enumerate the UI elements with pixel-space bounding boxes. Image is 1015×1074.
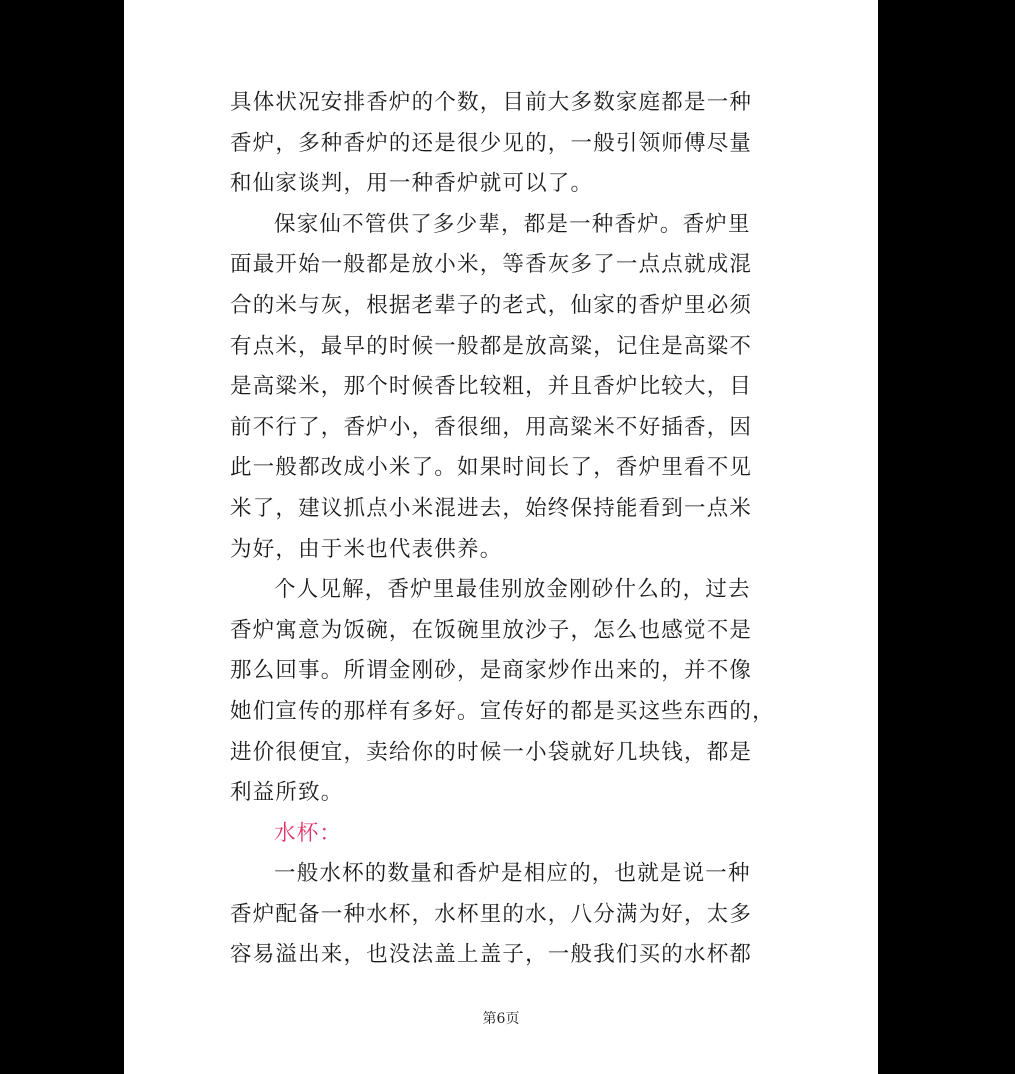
text-line: 她们宣传的那样有多好。宣传好的都是买这些东西的， bbox=[230, 698, 775, 724]
text-line: 那么回事。所谓金刚砂，是商家炒作出来的，并不像 bbox=[230, 658, 753, 684]
text-line: 和仙家谈判，用一种香炉就可以了。 bbox=[230, 171, 594, 197]
text-line: 此一般都改成小米了。如果时间长了，香炉里看不见 bbox=[230, 455, 753, 481]
text-line: 合的米与灰，根据老辈子的老式，仙家的香炉里必须 bbox=[230, 292, 753, 318]
text-line: 香炉，多种香炉的还是很少见的，一般引领师傅尽量 bbox=[230, 130, 753, 156]
text-line: 香炉寓意为饭碗，在饭碗里放沙子，怎么也感觉不是 bbox=[230, 617, 753, 643]
document-page bbox=[124, 0, 878, 1074]
text-line: 米了，建议抓点小米混进去，始终保持能看到一点米 bbox=[230, 495, 753, 521]
text-line: 前不行了，香炉小，香很细，用高粱米不好插香，因 bbox=[230, 414, 753, 440]
paragraph-start-line: 个人见解，香炉里最佳别放金刚砂什么的，过去 bbox=[274, 577, 751, 603]
page-number: 第6页 bbox=[482, 1011, 520, 1027]
text-line: 容易溢出来，也没法盖上盖子，一般我们买的水杯都 bbox=[230, 942, 753, 968]
text-line: 有点米，最早的时候一般都是放高粱，记住是高粱不 bbox=[230, 333, 753, 359]
text-line: 是高粱米，那个时候香比较粗，并且香炉比较大，目 bbox=[230, 374, 753, 400]
text-line: 香炉配备一种水杯，水杯里的水，八分满为好，太多 bbox=[230, 901, 753, 927]
paragraph-start-line: 保家仙不管供了多少辈，都是一种香炉。香炉里 bbox=[274, 211, 751, 237]
text-line: 为好，由于米也代表供养。 bbox=[230, 536, 503, 562]
section-heading: 水杯： bbox=[274, 820, 343, 846]
text-line: 面最开始一般都是放小米，等香灰多了一点点就成混 bbox=[230, 252, 753, 278]
text-line: 利益所致。 bbox=[230, 780, 344, 806]
text-line: 具体状况安排香炉的个数，目前大多数家庭都是一种 bbox=[230, 90, 753, 115]
page-text bbox=[230, 83, 775, 976]
paragraph-start-line: 一般水杯的数量和香炉是相应的，也就是说一种 bbox=[274, 861, 751, 887]
text-line: 进价很便宜，卖给你的时候一小袋就好几块钱，都是 bbox=[230, 739, 753, 765]
